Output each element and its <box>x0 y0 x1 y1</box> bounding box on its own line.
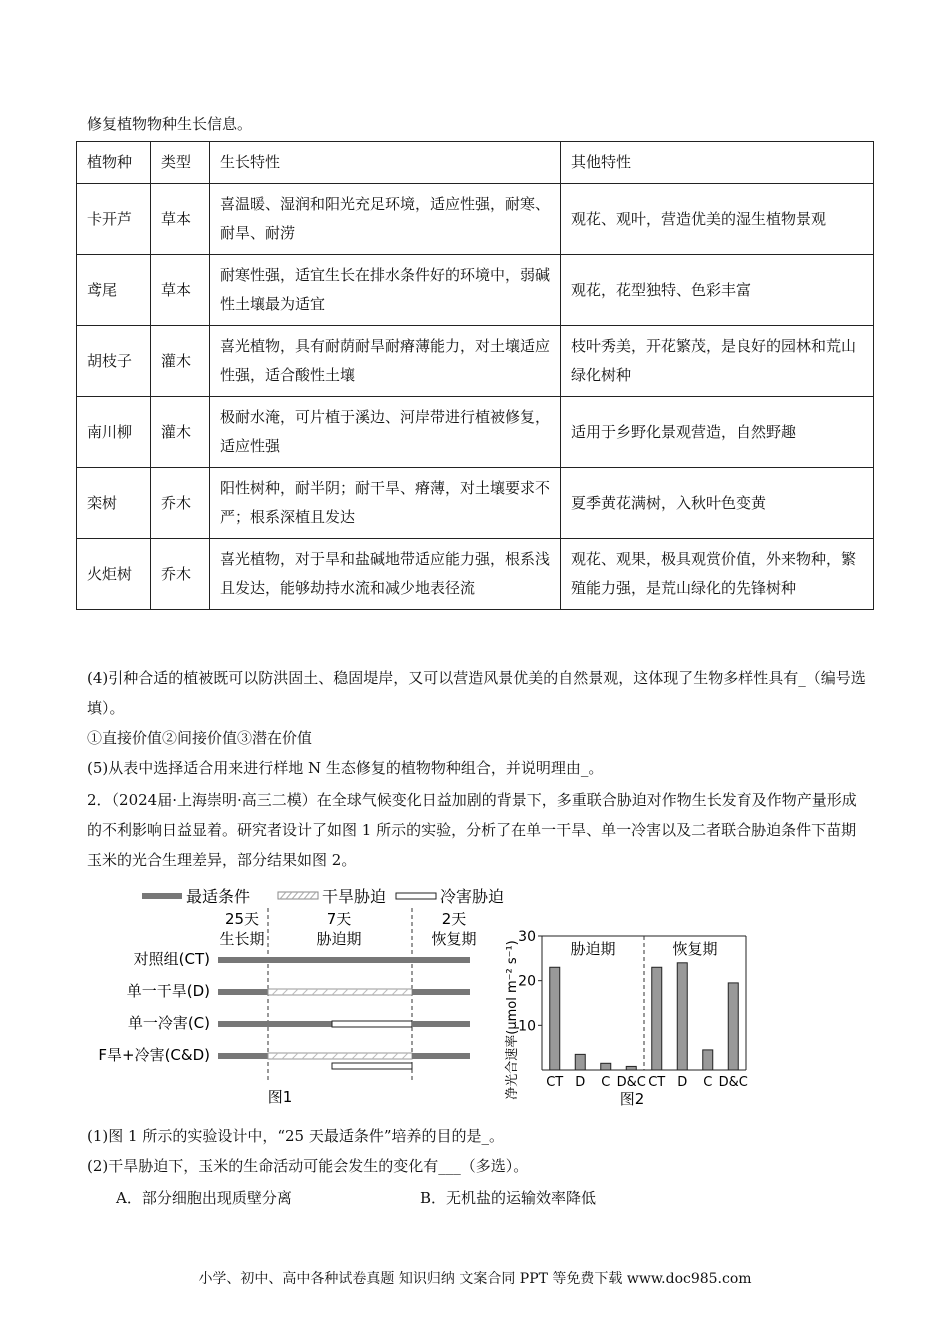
panel-title: 恢复期 <box>672 940 718 958</box>
bar-胁迫期-C <box>601 1063 611 1070</box>
bar-ct <box>218 957 470 963</box>
bar-胁迫期-D&C <box>626 1066 636 1070</box>
cell-other: 枝叶秀美，开花繁茂，是良好的园林和荒山绿化树种 <box>561 326 874 397</box>
table-row <box>77 468 874 539</box>
cell-other: 观花，花型独特、色彩丰富 <box>561 255 874 326</box>
period-days-recovery: 2天 <box>441 910 467 928</box>
cell-name: 南川柳 <box>77 397 151 468</box>
y-tick-label: 20 <box>518 973 536 990</box>
bar-恢复期-D&C <box>728 983 738 1070</box>
x-tick-label: D&C <box>718 1075 748 1090</box>
figure-2-caption: 图2 <box>619 1090 645 1108</box>
x-tick-label: C <box>703 1075 713 1090</box>
table-row <box>77 255 874 326</box>
header-other: 其他特性 <box>561 142 874 184</box>
bar-胁迫期-CT <box>550 967 560 1070</box>
intro-text: 修复植物物种生长信息。 <box>87 115 253 133</box>
cell-other: 夏季黄花满树，入秋叶色变黄 <box>561 468 874 539</box>
cell-type: 草本 <box>151 184 210 255</box>
bar-恢复期-CT <box>652 967 662 1070</box>
cell-name: 胡枝子 <box>77 326 151 397</box>
question-2-option-b: B．无机盐的运输效率降低 <box>420 1189 597 1207</box>
header-growth: 生长特性 <box>210 142 561 184</box>
bar-cd-growth <box>218 1053 268 1059</box>
period-label-growth: 生长期 <box>219 930 265 948</box>
bar-cd-cold <box>332 1063 412 1069</box>
legend-swatch-optimal <box>142 893 182 899</box>
period-days-stress: 7天 <box>326 910 352 928</box>
question-1: (1)图 1 所示的实验设计中，“25 天最适条件”培养的目的是_。 <box>87 1127 505 1145</box>
group-label-c: 单一冷害(C) <box>127 1014 210 1032</box>
cell-name: 栾树 <box>77 468 151 539</box>
question-4-options: ①直接价值②间接价值③潜在价值 <box>87 729 313 747</box>
cell-type: 乔木 <box>151 468 210 539</box>
panel-title: 胁迫期 <box>570 940 616 958</box>
question-2: (2)干旱胁迫下，玉米的生命活动可能会发生的变化有___（多选）。 <box>87 1157 529 1175</box>
table-row <box>77 539 874 610</box>
bar-c-growth <box>218 1021 332 1027</box>
cell-growth: 喜光植物，具有耐荫耐旱耐瘠薄能力，对土壤适应性强，适合酸性土壤 <box>210 326 561 397</box>
cell-other: 观花、观果，极具观赏价值，外来物种，繁殖能力强，是荒山绿化的先锋树种 <box>561 539 874 610</box>
table-row <box>77 397 874 468</box>
period-label-recovery: 恢复期 <box>431 930 477 948</box>
cell-name: 卡开芦 <box>77 184 151 255</box>
x-tick-label: C <box>601 1075 611 1090</box>
cell-other: 观花、观叶，营造优美的湿生植物景观 <box>561 184 874 255</box>
bar-cd-recovery <box>412 1053 470 1059</box>
cell-growth: 耐寒性强，适宜生长在排水条件好的环境中，弱碱性土壤最为适宜 <box>210 255 561 326</box>
cell-growth: 阳性树种，耐半阴；耐干旱、瘠薄，对土壤要求不严；根系深植且发达 <box>210 468 561 539</box>
bar-d-stress <box>268 989 412 995</box>
question-2-option-a: A．部分细胞出现质壁分离 <box>116 1189 292 1207</box>
legend-cold: 冷害胁迫 <box>440 887 505 906</box>
x-tick-label: CT <box>648 1075 666 1090</box>
cell-type: 草本 <box>151 255 210 326</box>
group-label-cd: F旱+冷害(C&D) <box>98 1046 210 1064</box>
cell-other: 适用于乡野化景观营造，自然野趣 <box>561 397 874 468</box>
cell-growth: 极耐水淹，可片植于溪边、河岸带进行植被修复，适应性强 <box>210 397 561 468</box>
group-label-d: 单一干旱(D) <box>126 982 210 1000</box>
plant-table <box>76 141 874 610</box>
figure-1 <box>82 880 512 1110</box>
y-tick-label: 30 <box>518 929 536 945</box>
cell-name: 火炬树 <box>77 539 151 610</box>
period-days-growth: 25天 <box>224 910 260 928</box>
bar-胁迫期-D <box>575 1054 585 1070</box>
table-header-row <box>77 142 874 184</box>
figure-1-caption: 图1 <box>267 1088 293 1106</box>
x-tick-label: D <box>575 1075 586 1090</box>
legend-drought: 干旱胁迫 <box>322 887 387 906</box>
bar-恢复期-D <box>677 963 687 1070</box>
table-row <box>77 326 874 397</box>
cell-type: 乔木 <box>151 539 210 610</box>
cell-growth: 喜光植物，对于旱和盐碱地带适应能力强，根系浅且发达，能够劫持水流和减少地表径流 <box>210 539 561 610</box>
cell-type: 灌木 <box>151 326 210 397</box>
table-row <box>77 184 874 255</box>
bar-c-stress <box>332 1021 412 1027</box>
header-type: 类型 <box>151 142 210 184</box>
figure-2-chart <box>500 920 760 1120</box>
problem-2-text: 2．（2024届·上海崇明·高三二模）在全球气候变化日益加剧的背景下，多重联合胁迫对作物生长发育及作物产量形成的不利影响日益显着。研究者设计了如图 1 所示的实验，分析了在单一干旱、单一冷害以及二者联合胁迫条件下苗期玉米的光合生理差异，部分结果如图 2。 <box>87 791 857 869</box>
bar-cd-drought <box>268 1053 412 1059</box>
bar-c-recovery <box>412 1021 470 1027</box>
y-axis-label: 净光合速率(μmol m⁻² s⁻¹) <box>505 940 520 1100</box>
x-tick-label: D&C <box>616 1075 646 1090</box>
question-4: (4)引种合适的植被既可以防洪固土、稳固堤岸，又可以营造风景优美的自然景观，这体现了生物多样性具有_（编号选填）。 <box>87 669 866 717</box>
period-label-stress: 胁迫期 <box>316 930 362 948</box>
cell-type: 灌木 <box>151 397 210 468</box>
group-label-ct: 对照组(CT) <box>133 950 210 968</box>
footer-text: 小学、初中、高中各种试卷真题 知识归纳 文案合同 PPT 等免费下载 www.doc985.com <box>198 1271 752 1287</box>
cell-growth: 喜温暖、湿润和阳光充足环境，适应性强，耐寒、耐旱、耐涝 <box>210 184 561 255</box>
header-plant: 植物种 <box>77 142 151 184</box>
legend-optimal: 最适条件 <box>186 887 251 906</box>
bar-d-growth <box>218 989 268 995</box>
y-tick-label: 10 <box>518 1018 536 1035</box>
x-tick-label: CT <box>546 1075 564 1090</box>
cell-name: 鸢尾 <box>77 255 151 326</box>
bar-d-recovery <box>412 989 470 995</box>
legend-swatch-cold <box>396 893 436 899</box>
x-tick-label: D <box>677 1075 688 1090</box>
question-5: (5)从表中选择适合用来进行样地 N 生态修复的植物物种组合，并说明理由_。 <box>87 759 604 777</box>
legend-swatch-drought <box>278 892 318 899</box>
bar-恢复期-C <box>703 1050 713 1070</box>
